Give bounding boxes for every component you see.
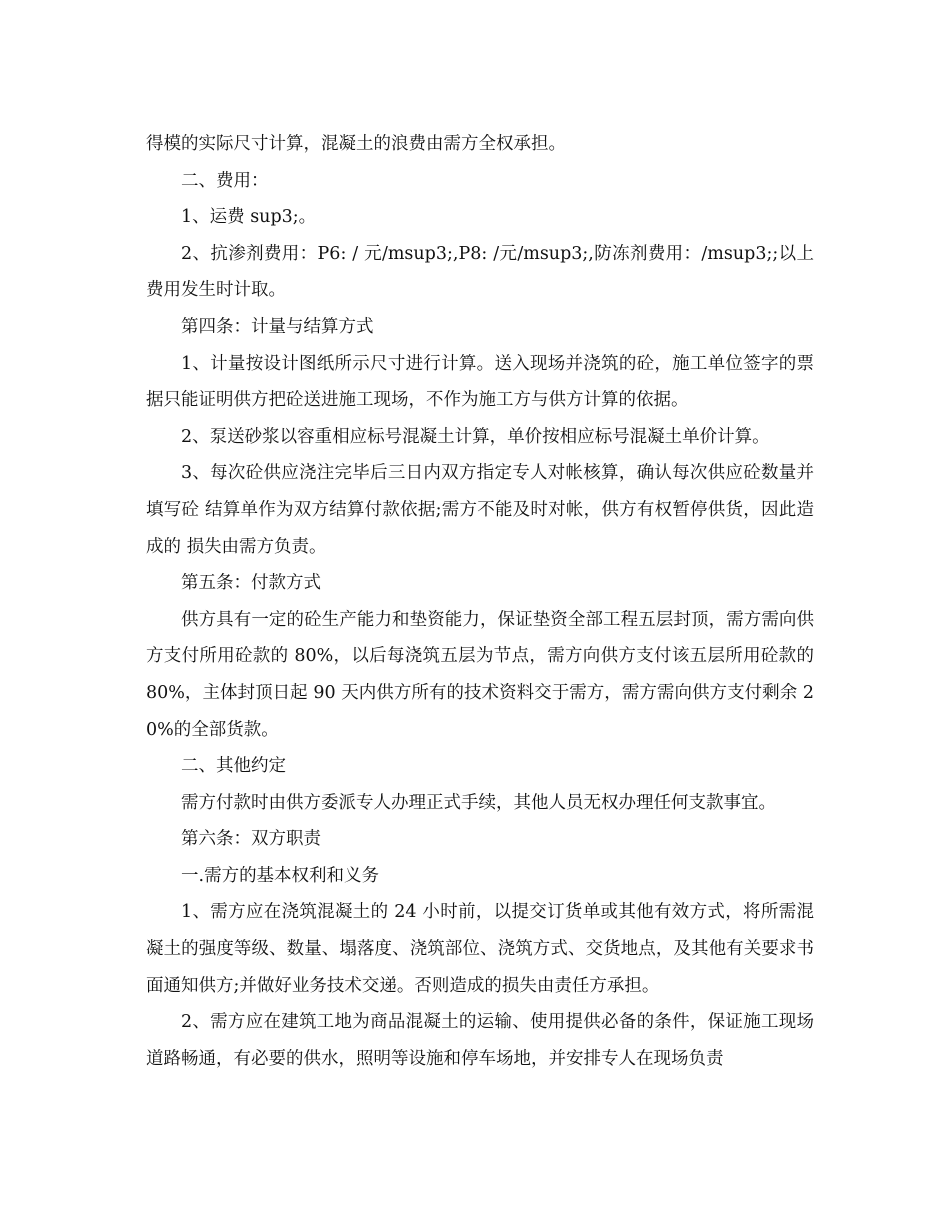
article-5-heading: 第五条：付款方式 [181,573,321,594]
paragraph-other-terms: 需方付款时由供方委派专人办理正式手续，其他人员无权办理任何支款事宜。 [181,792,776,813]
document-body [146,126,814,1077]
subsection-buyer-rights: 一.需方的基本权利和义务 [181,865,380,886]
paragraph-buyer-duty-1: 1、需方应在浇筑混凝土的 24 小时前，以提交订货单或其他有效方式，将所需混凝土的强度等级、数量、塌落度、浇筑部位、浇筑方式、交货地点，及其他有关要求书面通知供方;并做好业务技术交递。否则造成的损失由责任方承担。 [146,902,814,996]
paragraph-measurement-1: 1、计量按设计图纸所示尺寸进行计算。送入现场并浇筑的砼，施工单位签字的票据只能证明供方把砼送进施工现场，不作为施工方与供方计算的依据。 [146,353,814,411]
paragraph-payment: 供方具有一定的砼生产能力和垫资能力，保证垫资全部工程五层封顶，需方需向供方支付所用砼款的 80%，以后每浇筑五层为节点，需方向供方支付该五层所用砼款的 80%，主体封顶日起 90 天内供方所有的技术资料交于需方，需方需向供方支付剩余 20%的全部货款。 [146,609,814,740]
paragraph-buyer-duty-2: 2、需方应在建筑工地为商品混凝土的运输、使用提供必备的条件，保证施工现场道路畅通，有必要的供水，照明等设施和停车场地，并安排专人在现场负责 [146,1012,814,1069]
article-4-heading: 第四条：计量与结算方式 [181,316,374,337]
paragraph-1: 得模的实际尺寸计算，混凝土的浪费由需方全权承担。 [146,134,566,154]
section-heading-fees: 二、费用： [181,170,269,191]
article-6-heading: 第六条：双方职责 [181,829,321,850]
section-heading-other: 二、其他约定 [181,756,286,777]
paragraph-freight: 1、运费 sup3;。 [181,207,317,228]
paragraph-measurement-3: 3、每次砼供应浇注完毕后三日内双方指定专人对帐核算，确认每次供应砼数量并填写砼 结算单作为双方结算付款依据;需方不能及时对帐，供方有权暂停供货，因此造成的 损失由需方负责。 [146,463,814,557]
paragraph-additive-fees: 2、抗渗剂费用：P6: / 元/msup3;,P8: /元/msup3;,防冻剂费用：/msup3;;以上费用发生时计取。 [146,243,814,301]
paragraph-measurement-2: 2、泵送砂浆以容重相应标号混凝土计算，单价按相应标号混凝土单价计算。 [181,426,770,447]
